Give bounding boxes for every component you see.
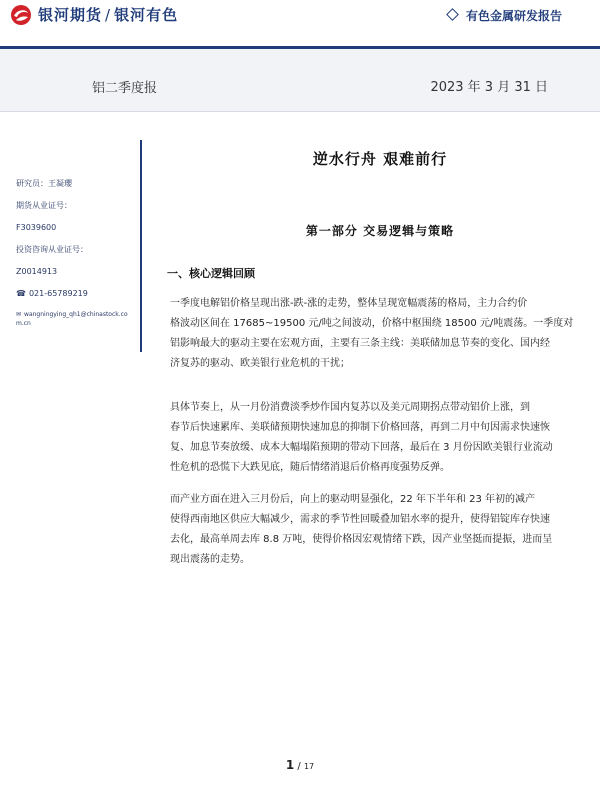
paragraph-line: 现出震荡的走势。 — [170, 554, 250, 565]
analyst-name: 研究员：王凝瓔 — [16, 179, 72, 188]
consult-cert-label: 投资咨询从业证号： — [16, 245, 88, 254]
report-type — [448, 7, 562, 24]
mail-icon: ✉ — [16, 311, 22, 318]
diamond-icon — [446, 8, 459, 21]
paragraph-line: 去化，最高单周去库 8.8 万吨，使得价格因宏观情绪下跌，因产业坚挺而提振，进而呈 — [170, 534, 553, 545]
page-footer — [0, 758, 600, 772]
paragraph-line: 复、加息节奏放缓、成本大幅塌陷预期的带动下回落，最后在 3 月份因欧美银行业流动 — [170, 442, 553, 453]
report-date: 2023 年 3 月 31 日 — [430, 80, 548, 95]
paragraph-3 — [170, 490, 582, 570]
subsection-title: 一、核心逻辑回顾 — [167, 267, 255, 280]
page-title: 逆水行舟 艰难前行 — [312, 150, 448, 168]
analyst-sidebar — [16, 178, 134, 338]
report-title: 铝二季度报 — [92, 81, 158, 96]
paragraph-line: 格波动区间在 17685~19500 元/吨之间波动，价格中枢围绕 18500 元/吨震荡。一季度对 — [170, 318, 574, 329]
paragraph-2 — [170, 398, 582, 478]
paragraph-line: 铝影响最大的驱动主要在宏观方面，主要有三条主线：美联储加息节奏的变化、国内经 — [170, 338, 550, 349]
brand-galaxy-metals: 银河有色 — [114, 6, 179, 24]
galaxy-logo-icon — [10, 4, 32, 26]
paragraph-line: 具体节奏上，从一月份消费淡季炒作国内复苏以及美元周期拐点带动铝价上涨，到 — [170, 402, 530, 413]
band-divider — [0, 111, 600, 112]
paragraph-1 — [170, 294, 582, 374]
consult-cert-number: Z0014913 — [16, 267, 58, 276]
brand-galaxy-futures: 银河期货 — [38, 6, 103, 24]
futures-cert-label: 期货从业证号： — [16, 201, 72, 210]
section-title: 第一部分 交易逻辑与策略 — [305, 224, 455, 238]
paragraph-line: 春节后快速累库、美联储预期快速加息的抑制下价格回落，再到二月中旬因需求快速恢 — [170, 422, 550, 433]
page-header — [0, 0, 600, 46]
paragraph-line: 济复苏的驱动、欧美银行业危机的干扰； — [170, 358, 350, 369]
page-number: 1 — [285, 758, 295, 772]
report-type-label: 有色金属研发报告 — [465, 9, 562, 23]
phone-row — [16, 288, 134, 300]
page-total: 17 — [303, 762, 315, 771]
paragraph-line: 性危机的恐慌下大跌见底，随后情绪消退后价格再度强势反弹。 — [170, 462, 450, 473]
phone-number: 021-65789219 — [28, 289, 88, 298]
report-info-band — [0, 49, 600, 111]
brand-name — [38, 4, 178, 25]
page-separator: / — [297, 761, 301, 772]
paragraph-line: 一季度电解铝价格呈现出涨-跌-涨的走势，整体呈现宽幅震荡的格局，主力合约价 — [170, 298, 528, 309]
sidebar-divider — [140, 140, 142, 352]
email-row — [16, 310, 134, 328]
futures-cert-number: F3039600 — [16, 223, 57, 232]
brand-separator: / — [105, 6, 112, 24]
email-address[interactable]: wangningying_qh1@chinastock.com.cn — [16, 311, 128, 327]
paragraph-line: 使得西南地区供应大幅减少，需求的季节性回暖叠加铝水率的提升，使得铝锭库存快速 — [170, 514, 550, 525]
paragraph-line: 而产业方面在进入三月份后，向上的驱动明显强化，22 年下半年和 23 年初的减产 — [170, 494, 535, 505]
phone-icon: ☎ — [16, 289, 26, 298]
